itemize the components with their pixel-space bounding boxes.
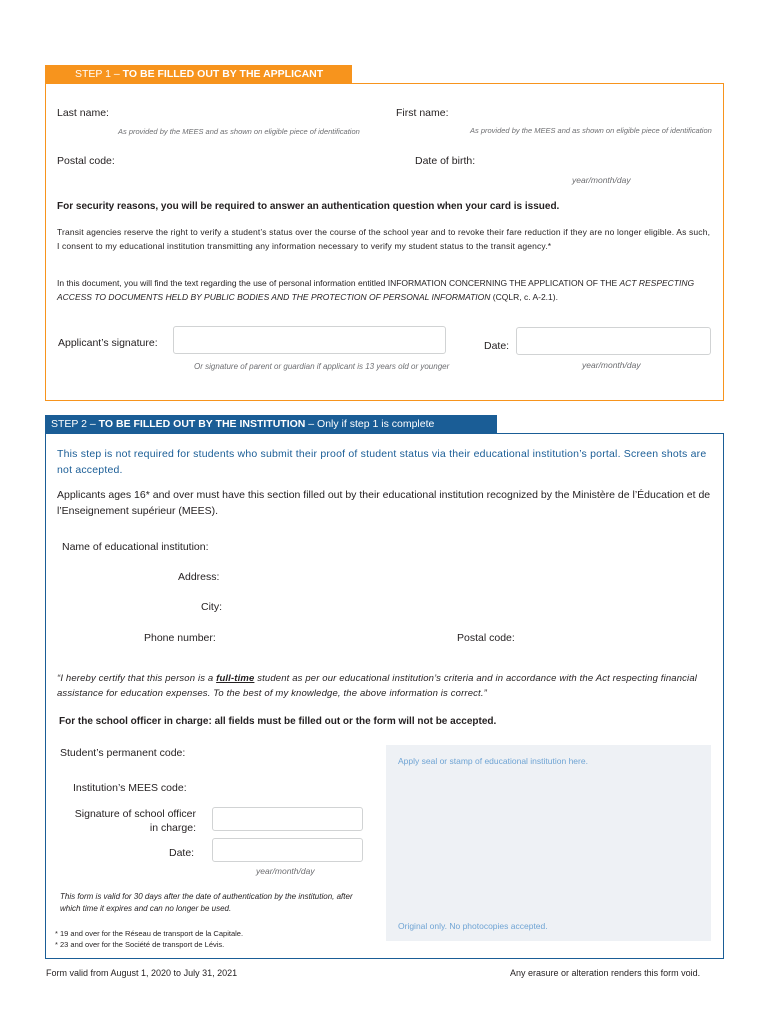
certification-text-a: “I hereby certify that this person is a <box>57 673 217 684</box>
personal-info-paragraph <box>57 276 715 304</box>
consent-paragraph: Transit agencies reserve the right to verify a student’s status over the course of the school year and to revoke their fare reduction if they are no longer eligible. As such, I consent to my educational institution transmitting any information necessary to verify my student status to the transit agency.* <box>57 227 711 251</box>
footnote-rtc: * 19 and over for the Réseau de transport de la Capitale. <box>55 929 244 938</box>
mees-code-label: Institution’s MEES code: <box>73 782 187 794</box>
erasure-warning: Any erasure or alteration renders this form void. <box>510 968 701 978</box>
city-label: City: <box>201 601 222 613</box>
officer-signature-label-line1: Signature of school officer <box>74 808 196 820</box>
institution-name-label: Name of educational institution: <box>62 541 209 553</box>
last-name-hint: As provided by the MEES and as shown on eligible piece of identification <box>118 127 360 136</box>
dob-hint: year/month/day <box>572 175 631 185</box>
officer-date-hint: year/month/day <box>256 866 315 876</box>
seal-stamp-area <box>386 745 711 941</box>
portal-notice: This step is not required for students who submit their proof of student status via their educational institution’s portal. Screen shots are not accepted. <box>57 448 707 476</box>
officer-signature-field[interactable] <box>212 807 363 831</box>
last-name-label: Last name: <box>57 107 109 119</box>
original-only-notice: Original only. No photocopies accepted. <box>398 921 548 931</box>
school-officer-notice: For the school officer in charge: all fields must be filled out or the form will not be accepted. <box>59 716 497 727</box>
full-time-emphasis: full-time <box>216 673 255 684</box>
applicant-date-hint: year/month/day <box>582 360 641 370</box>
personal-info-act-title: ACT RESPECTING ACCESS TO DOCUMENTS HELD BY PUBLIC BODIES AND THE PROTECTION OF PERSONAL INFORMATION <box>57 278 695 302</box>
step2-tab <box>45 415 497 434</box>
certification-statement <box>57 671 717 701</box>
dob-label: Date of birth: <box>415 155 476 167</box>
form-validity-period: Form valid from August 1, 2020 to July 31, 2021 <box>46 968 238 978</box>
step2-tab-title: TO BE FILLED OUT BY THE INSTITUTION <box>98 418 306 430</box>
applicant-date-label: Date: <box>484 340 510 352</box>
applicants-requirement: Applicants ages 16* and over must have this section filled out by their educational institution recognized by the Ministère de l’Éducation et de l’Enseignement supérieur (MEES). <box>57 489 711 517</box>
personal-info-text-c: (CQLR, c. A-2.1). <box>490 292 558 302</box>
certification-text-c: student as per our educational institution’s criteria and in accordance with the Act respecting financial assistance for education expenses. To the best of my knowledge, the above information is correct.” <box>57 673 698 699</box>
officer-date-field[interactable] <box>212 838 363 862</box>
applicant-date-field[interactable] <box>516 327 711 355</box>
personal-info-text-a: In this document, you will find the text regarding the use of personal information entitled INFORMATION CONCERNING THE APPLICATION OF THE <box>57 278 620 288</box>
officer-date-label: Date: <box>169 847 195 859</box>
step1-tab-prefix: STEP 1 – <box>75 68 123 80</box>
address-label: Address: <box>178 571 220 583</box>
officer-signature-label <box>64 807 196 835</box>
first-name-label: First name: <box>396 107 449 119</box>
applicant-signature-field[interactable] <box>173 326 446 354</box>
applicant-signature-label: Applicant’s signature: <box>58 337 158 349</box>
postal-code-label: Postal code: <box>57 155 115 167</box>
seal-instruction: Apply seal or stamp of educational institution here. <box>398 756 588 766</box>
phone-number-label: Phone number: <box>144 632 216 644</box>
permanent-code-label: Student’s permanent code: <box>60 747 186 759</box>
first-name-hint: As provided by the MEES and as shown on eligible piece of identification <box>470 126 712 135</box>
footnote-stlevis: * 23 and over for the Société de transport de Lévis. <box>55 940 225 949</box>
step2-tab-suffix: – Only if step 1 is complete <box>305 418 435 430</box>
step1-tab-title: TO BE FILLED OUT BY THE APPLICANT <box>122 68 324 80</box>
institution-postal-code-label: Postal code: <box>457 632 515 644</box>
step2-tab-prefix: STEP 2 – <box>51 418 99 430</box>
security-notice: For security reasons, you will be required to answer an authentication question when your card is issued. <box>57 201 560 212</box>
validity-note: This form is valid for 30 days after the date of authentication by the institution, after which time it expires and can no longer be used. <box>60 892 353 913</box>
officer-signature-label-line2: in charge: <box>149 822 196 834</box>
applicant-signature-hint: Or signature of parent or guardian if applicant is 13 years old or younger <box>194 362 450 371</box>
step1-tab <box>45 65 352 84</box>
